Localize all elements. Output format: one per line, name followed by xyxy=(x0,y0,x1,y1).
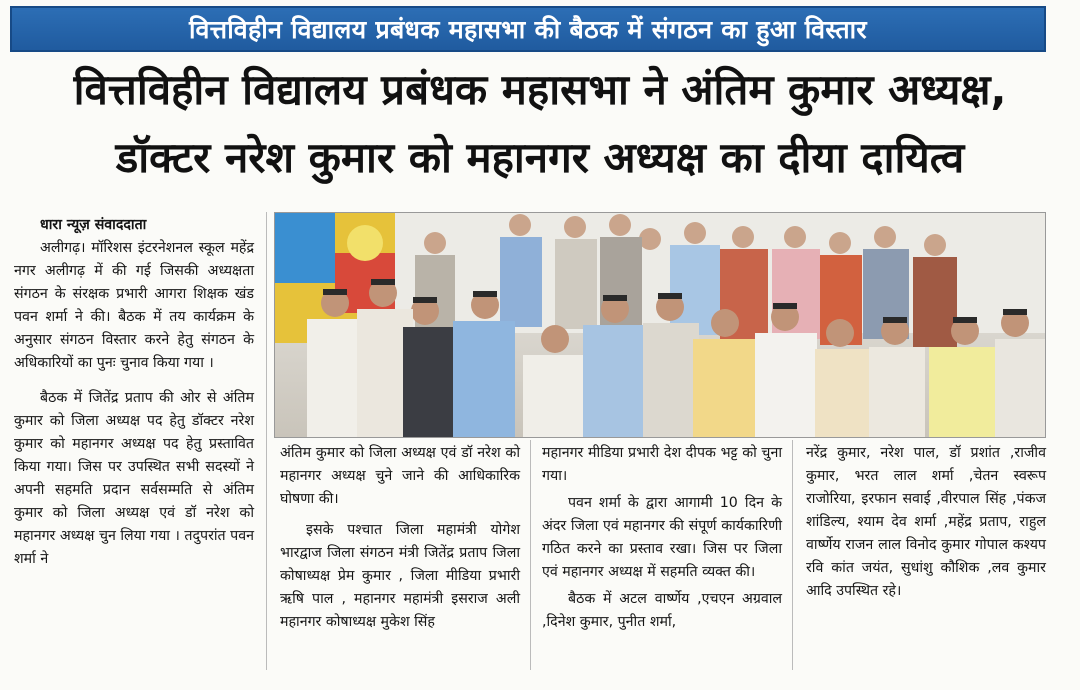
column-4-paragraph-1: नरेंद्र कुमार, नरेश पाल, डॉ प्रशांत ,राजीव कुमार, भरत लाल शर्मा ,चेतन स्वरूप राजोरिया, इरफान सवाई ,वीरपाल सिंह ,पंकज शांडिल्य, श्याम देव शर्मा ,महेंद्र प्रताप, राहुल वार्ष्णेय राजन लाल विनोद कुमार गोपाल कश्यप रवि कांत जयंत, सुधांशु कौशिक ,लव कुमार आदि उपस्थित रहे। xyxy=(806,445,1046,599)
headline xyxy=(0,56,1080,192)
group-photo xyxy=(274,212,1046,438)
top-banner xyxy=(10,6,1046,52)
group-photo-illustration xyxy=(275,213,1045,437)
article-column-2 xyxy=(280,442,520,634)
column-divider xyxy=(530,440,531,670)
column-1-paragraph-2: बैठक में जितेंद्र प्रताप की ओर से अंतिम कुमार को जिला अध्यक्ष पद हेतु डॉक्टर नरेश कुमार को महानगर अध्यक्ष पद हेतु प्रस्तावित किया गया। जिस पर उपस्थित सभी सदस्यों ने अपनी सहमति प्रदान सर्वसम्मति से अंतिम कुमार को जिला अध्यक्ष एवं डॉ नरेश को महानगर अध्यक्ष चुन लिया गया । तदुपरांत पवन शर्मा ने xyxy=(14,390,254,567)
byline: धारा न्यूज़ संवाददाता xyxy=(40,217,147,233)
headline-line-1: वित्तविहीन विद्यालय प्रबंधक महासभा ने अंतिम कुमार अध्यक्ष, xyxy=(73,65,1007,114)
headline-line-2: डॉक्टर नरेश कुमार को महानगर अध्यक्ष का दीया दायित्व xyxy=(115,133,965,182)
column-divider xyxy=(266,212,267,670)
column-2-paragraph-2: इसके पश्चात जिला महामंत्री योगेश भारद्वाज जिला संगठन मंत्री जितेंद्र प्रताप जिला कोषाध्यक्ष प्रेम कुमार , जिला मीडिया प्रभारी ऋषि पाल , महानगर महामंत्री इसराज अली महानगर कोषाध्यक्ष मुकेश सिंह xyxy=(280,522,520,630)
column-3-paragraph-3: बैठक में अटल वार्ष्णेय ,एचएन अग्रवाल ,दिनेश कुमार, पुनीत शर्मा, xyxy=(542,591,782,630)
column-divider xyxy=(792,440,793,670)
column-3-paragraph-2: पवन शर्मा के द्वारा आगामी 10 दिन के अंदर जिला एवं महानगर की संपूर्ण कार्यकारिणी गठित करने का प्रस्ताव रखा। जिस पर जिला एवं महानगर अध्यक्ष में सहमति व्यक्त की। xyxy=(542,495,782,580)
article-column-1 xyxy=(14,214,254,571)
banner-text: वित्तविहीन विद्यालय प्रबंधक महासभा की बैठक में संगठन का हुआ विस्तार xyxy=(189,15,867,44)
column-2-paragraph-1: अंतिम कुमार को जिला अध्यक्ष एवं डॉ नरेश को महानगर अध्यक्ष चुने जाने की आधिकारिक घोषणा की। xyxy=(280,445,520,507)
article-column-3 xyxy=(542,442,782,634)
column-3-paragraph-1: महानगर मीडिया प्रभारी देश दीपक भट्ट को चुना गया। xyxy=(542,445,782,484)
article-column-4 xyxy=(806,442,1046,603)
column-1-paragraph-1: अलीगढ़। मॉरिशस इंटरनेशनल स्कूल महेंद्र नगर अलीगढ़ में की गई जिसकी अध्यक्षता संगठन के संरक्षक प्रभारी आगरा शिक्षक खंड पवन शर्मा ने की। बैठक में तय कार्यक्रम के अनुसार संगठन विस्तार करने हेतु संगठन के अधिकारियों का पुनः चुनाव किया गया । xyxy=(14,240,254,371)
